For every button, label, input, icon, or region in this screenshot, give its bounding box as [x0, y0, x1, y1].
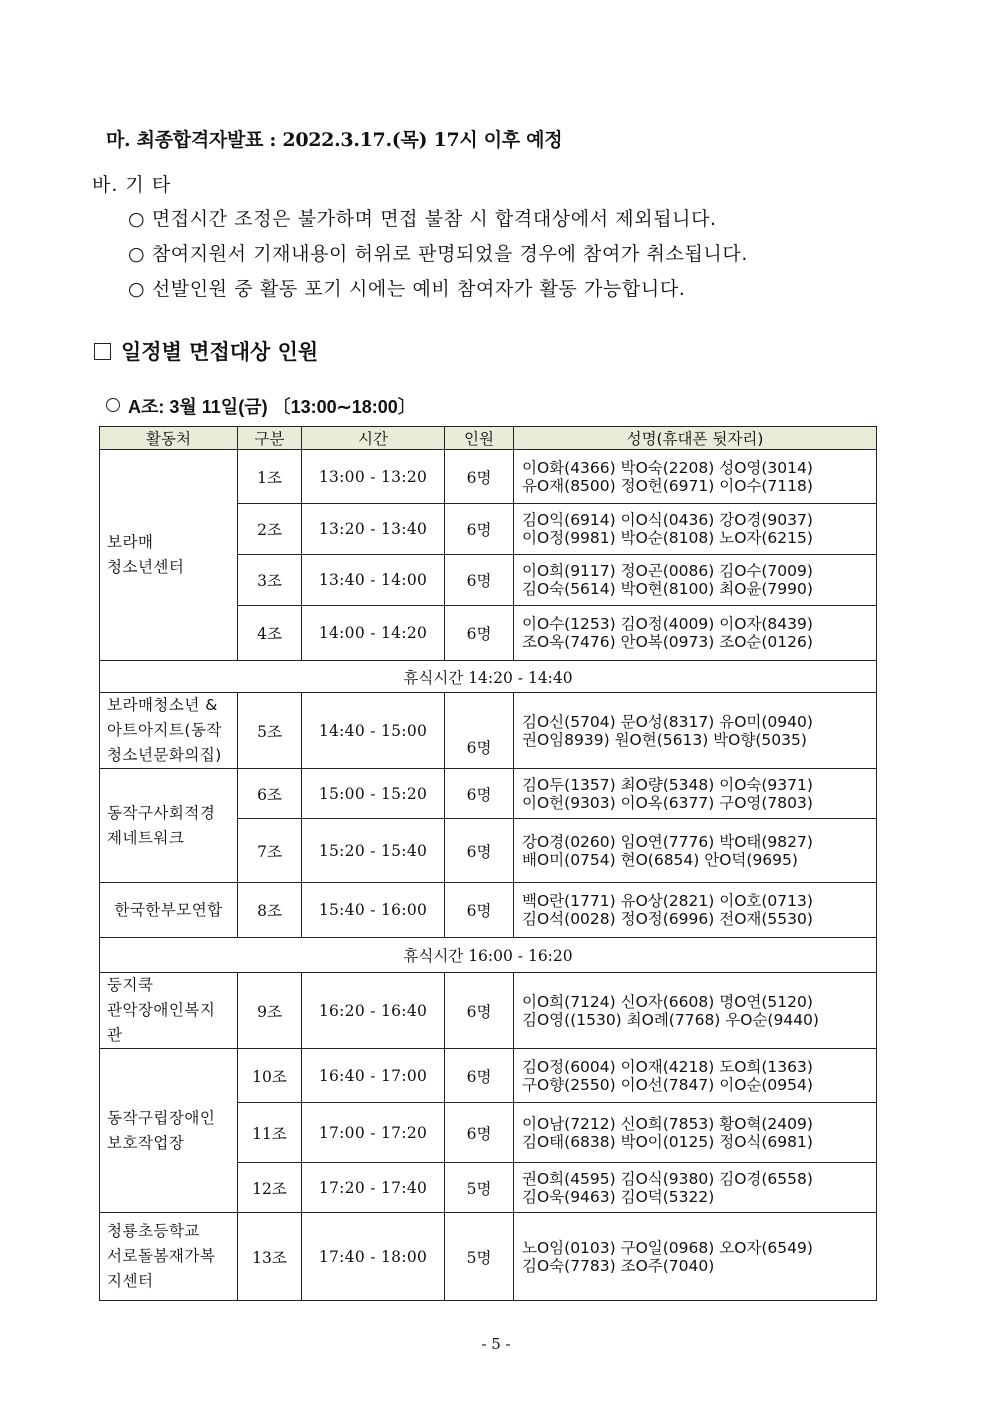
break-cell: 휴식시간 16:00 - 16:20 [100, 938, 877, 973]
group-cell: 7조 [238, 819, 302, 883]
names-cell [514, 450, 877, 504]
names-line: 유O재(8500) 정O헌(6971) 이O수(7118) [522, 476, 813, 495]
page-number: - 5 - [481, 1335, 511, 1353]
names-line: 김O정(6004) 이O재(4218) 도O희(1363) [522, 1057, 813, 1076]
org-line: 청룡초등학교 [107, 1222, 200, 1240]
names-line: 이O희(7124) 신O자(6608) 명O연(5120) [522, 992, 813, 1011]
group-cell: 4조 [238, 606, 302, 661]
names-line: 김O욱(9463) 김O덕(5322) [522, 1187, 715, 1206]
time-cell: 17:40 - 18:00 [302, 1213, 445, 1301]
table-row [100, 973, 877, 1049]
org-line: 보호작업장 [107, 1133, 185, 1152]
names-cell [514, 819, 877, 883]
org-line: 관 [107, 1026, 123, 1044]
names-line: 이O정(9981) 박O순(8108) 노O자(6215) [522, 529, 813, 547]
break-row [100, 938, 877, 973]
time-cell: 13:00 - 13:20 [302, 450, 445, 504]
names-line: 이O수(1253) 김O정(4009) 이O자(8439) [522, 615, 813, 633]
final-announcement-line: 마. 최종합격자발표 : 2022.3.17.(목) 17시 이후 예정 [106, 129, 563, 151]
names-cell [514, 693, 877, 769]
time-cell: 17:20 - 17:40 [302, 1163, 445, 1213]
org-cell [100, 1213, 238, 1301]
count-cell: 6명 [445, 1103, 514, 1163]
names-line: 이O남(7212) 신O희(7853) 황O혁(2409) [522, 1114, 813, 1133]
org-cell [100, 973, 238, 1049]
names-line: 강O경(0260) 임O연(7776) 박O태(9827) [522, 832, 813, 851]
schedule-heading-text: 일정별 면접대상 인원 [121, 340, 319, 364]
names-line: 김O석(0028) 정O정(6996) 전O재(5530) [522, 910, 813, 928]
table-row [100, 1049, 877, 1103]
group-cell: 5조 [238, 693, 302, 769]
group-cell: 3조 [238, 555, 302, 606]
count-cell: 5명 [445, 1163, 514, 1213]
names-line: 김O익(6914) 이O식(0436) 강O경(9037) [522, 511, 813, 529]
org-line: 청소년센터 [107, 558, 185, 576]
org-line: 청소년문화의집) [107, 746, 222, 764]
org-line: 동작구사회적경 [107, 803, 216, 822]
misc-item: ○ 참여지원서 기재내용이 허위로 판명되었을 경우에 참여가 취소됩니다. [128, 243, 748, 265]
time-cell: 13:20 - 13:40 [302, 504, 445, 555]
org-line: 보라매 [107, 533, 154, 551]
header-names: 성명(휴대폰 뒷자리) [514, 427, 877, 450]
circle-bullet-icon [106, 398, 120, 412]
group-a-heading [106, 393, 416, 419]
count-cell: 6명 [445, 819, 514, 883]
org-line: 서로돌봄재가복 [107, 1247, 216, 1265]
names-line: 배O미(0754) 현O(6854) 안O덕(9695) [522, 850, 798, 869]
org-line: 둥지쿡 [107, 976, 154, 994]
group-cell: 11조 [238, 1103, 302, 1163]
names-cell [514, 1163, 877, 1213]
names-line: 조O옥(7476) 안O복(0973) 조O순(0126) [522, 633, 813, 651]
header-count: 인원 [445, 427, 514, 450]
org-line: 제네트워크 [107, 828, 185, 847]
count-cell: 5명 [445, 1213, 514, 1301]
names-cell [514, 504, 877, 555]
names-line: 이O헌(9303) 이O옥(6377) 구O영(7803) [522, 793, 813, 812]
count-cell: 6명 [445, 555, 514, 606]
table-row [100, 450, 877, 504]
group-cell: 10조 [238, 1049, 302, 1103]
count-cell: 6명 [445, 883, 514, 938]
group-a-heading-text: A조: 3월 11일(금) 〔13:00∼18:00〕 [128, 397, 416, 417]
org-line: 동작구립장애인 [107, 1108, 216, 1127]
misc-section-title: 바. 기 타 [92, 174, 172, 196]
time-cell: 15:00 - 15:20 [302, 769, 445, 819]
names-line: 구O향(2550) 이O선(7847) 이O순(0954) [522, 1075, 813, 1094]
header-group: 구분 [238, 427, 302, 450]
org-cell [100, 450, 238, 661]
header-time: 시간 [302, 427, 445, 450]
table-row [100, 769, 877, 819]
names-line: 이O화(4366) 박O숙(2208) 성O영(3014) [522, 458, 813, 477]
names-cell [514, 1049, 877, 1103]
time-cell: 15:40 - 16:00 [302, 883, 445, 938]
time-cell: 13:40 - 14:00 [302, 555, 445, 606]
table-header-row [100, 427, 877, 450]
schedule-heading [94, 336, 318, 366]
table-row [100, 693, 877, 769]
names-line: 김O두(1357) 최O량(5348) 이O숙(9371) [522, 775, 813, 794]
break-cell: 휴식시간 14:20 - 14:40 [100, 661, 877, 693]
time-cell: 16:20 - 16:40 [302, 973, 445, 1049]
group-cell: 13조 [238, 1213, 302, 1301]
names-line: 노O임(0103) 구O일(0968) 오O자(6549) [522, 1238, 813, 1257]
names-line: 김O태(6838) 박O이(0125) 정O식(6981) [522, 1132, 813, 1151]
org-line: 지센터 [107, 1272, 154, 1290]
misc-item: ○ 면접시간 조정은 불가하며 면접 불참 시 합격대상에서 제외됩니다. [128, 208, 717, 230]
names-cell [514, 1103, 877, 1163]
group-cell: 12조 [238, 1163, 302, 1213]
table-row [100, 883, 877, 938]
names-line: 김O영((1530) 최O례(7768) 우O순(9440) [522, 1010, 819, 1029]
names-cell [514, 883, 877, 938]
count-cell: 6명 [445, 450, 514, 504]
group-cell: 6조 [238, 769, 302, 819]
count-cell: 6명 [445, 973, 514, 1049]
org-cell [100, 1049, 238, 1213]
org-cell [100, 769, 238, 883]
names-cell [514, 1213, 877, 1301]
org-line: 보라매청소년 & [107, 696, 218, 714]
count-cell: 6명 [445, 693, 514, 769]
names-cell [514, 606, 877, 661]
names-line: 권O임8939) 원O현(5613) 박O향(5035) [522, 730, 807, 749]
group-cell: 1조 [238, 450, 302, 504]
time-cell: 15:20 - 15:40 [302, 819, 445, 883]
names-cell [514, 555, 877, 606]
names-cell [514, 973, 877, 1049]
table-row [100, 1213, 877, 1301]
org-cell: 한국한부모연합 [100, 883, 238, 938]
org-line: 관악장애인복지 [107, 1001, 216, 1019]
misc-item: ○ 선발인원 중 활동 포기 시에는 예비 참여자가 활동 가능합니다. [128, 278, 686, 300]
interview-schedule-table [99, 426, 877, 1301]
names-line: 이O희(9117) 정O곤(0086) 김O수(7009) [522, 562, 813, 580]
time-cell: 14:40 - 15:00 [302, 693, 445, 769]
square-bullet-icon [94, 343, 111, 360]
break-row [100, 661, 877, 693]
names-line: 김O숙(7783) 조O주(7040) [522, 1256, 715, 1275]
count-cell: 6명 [445, 606, 514, 661]
group-cell: 9조 [238, 973, 302, 1049]
time-cell: 17:00 - 17:20 [302, 1103, 445, 1163]
names-line: 김O숙(5614) 박O현(8100) 최O윤(7990) [522, 580, 813, 598]
names-line: 백O란(1771) 유O상(2821) 이O호(0713) [522, 892, 813, 910]
time-cell: 14:00 - 14:20 [302, 606, 445, 661]
group-cell: 8조 [238, 883, 302, 938]
time-cell: 16:40 - 17:00 [302, 1049, 445, 1103]
org-cell [100, 693, 238, 769]
group-cell: 2조 [238, 504, 302, 555]
names-line: 권O희(4595) 김O식(9380) 김O경(6558) [522, 1169, 813, 1188]
count-cell: 6명 [445, 769, 514, 819]
header-org: 활동처 [100, 427, 238, 450]
org-line: 아트아지트(동작 [107, 721, 222, 739]
names-cell [514, 769, 877, 819]
count-cell: 6명 [445, 1049, 514, 1103]
count-cell: 6명 [445, 504, 514, 555]
names-line: 김O신(5704) 문O성(8317) 유O미(0940) [522, 712, 813, 731]
